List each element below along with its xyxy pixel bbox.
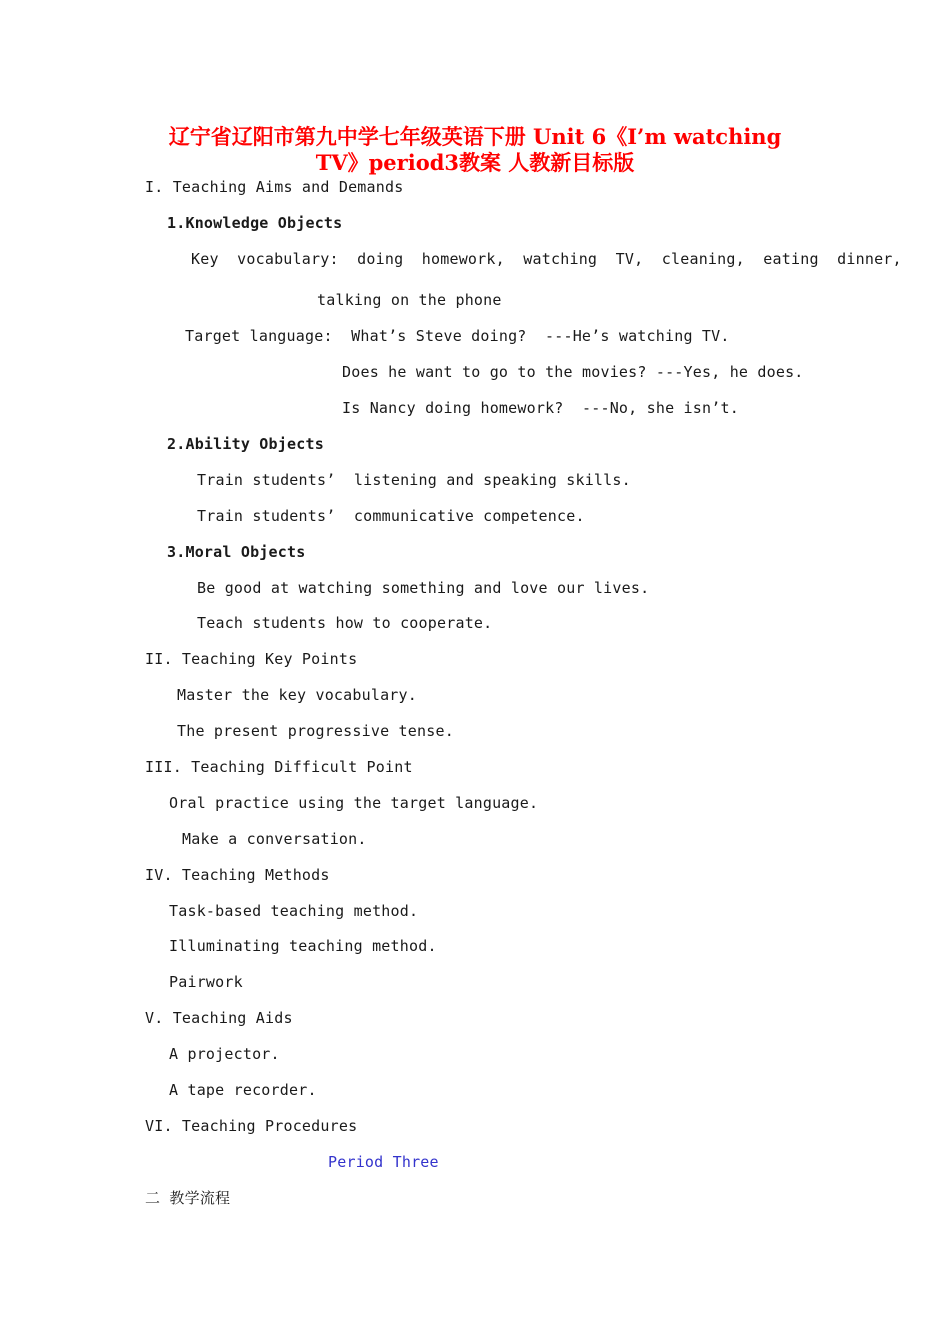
teaching-methods-line-1: Task-based teaching method. — [169, 902, 419, 920]
key-points-line-1: Master the key vocabulary. — [177, 686, 417, 704]
ability-objects-line-1: Train students’ listening and speaking skills. — [197, 471, 631, 489]
section-heading-teaching-methods: IV. Teaching Methods — [145, 866, 330, 884]
teaching-aids-line-2: A tape recorder. — [169, 1081, 317, 1099]
document-title-line-2: TV》period3教案 人教新目标版 — [315, 150, 635, 175]
section-heading-teaching-flow: 二 教学流程 — [145, 1189, 231, 1207]
difficult-point-line-2: Make a conversation. — [182, 830, 367, 848]
teaching-methods-line-2: Illuminating teaching method. — [169, 937, 437, 955]
ability-objects-line-2: Train students’ communicative competence. — [197, 507, 585, 525]
target-language-line-1: Target language: What’s Steve doing? ---He’s watching TV. — [185, 327, 730, 345]
period-three-link[interactable]: Period Three — [328, 1153, 439, 1171]
moral-objects-line-1: Be good at watching something and love our lives. — [197, 579, 650, 597]
key-vocabulary-line-2: talking on the phone — [317, 291, 502, 309]
subheading-moral-objects: 3.Moral Objects — [167, 543, 306, 561]
teaching-aids-line-1: A projector. — [169, 1045, 280, 1063]
target-language-line-3: Is Nancy doing homework? ---No, she isn’t. — [342, 399, 739, 417]
difficult-point-line-1: Oral practice using the target language. — [169, 794, 539, 812]
section-heading-teaching-aims: I. Teaching Aims and Demands — [145, 178, 404, 196]
section-heading-key-points: II. Teaching Key Points — [145, 650, 358, 668]
key-points-line-2: The present progressive tense. — [177, 722, 454, 740]
section-heading-teaching-aids: V. Teaching Aids — [145, 1009, 293, 1027]
section-heading-difficult-point: III. Teaching Difficult Point — [145, 758, 413, 776]
subheading-ability-objects: 2.Ability Objects — [167, 435, 324, 453]
teaching-methods-line-3: Pairwork — [169, 973, 243, 991]
subheading-knowledge-objects: 1.Knowledge Objects — [167, 214, 343, 232]
section-heading-teaching-procedures: VI. Teaching Procedures — [145, 1117, 358, 1135]
moral-objects-line-2: Teach students how to cooperate. — [197, 614, 493, 632]
document-title-line-1: 辽宁省辽阳市第九中学七年级英语下册 Unit 6《I’m watching — [168, 124, 782, 149]
target-language-line-2: Does he want to go to the movies? ---Yes, he does. — [342, 363, 804, 381]
key-vocabulary-line-1: Key vocabulary: doing homework, watching TV, cleaning, eating dinner, — [191, 250, 902, 268]
